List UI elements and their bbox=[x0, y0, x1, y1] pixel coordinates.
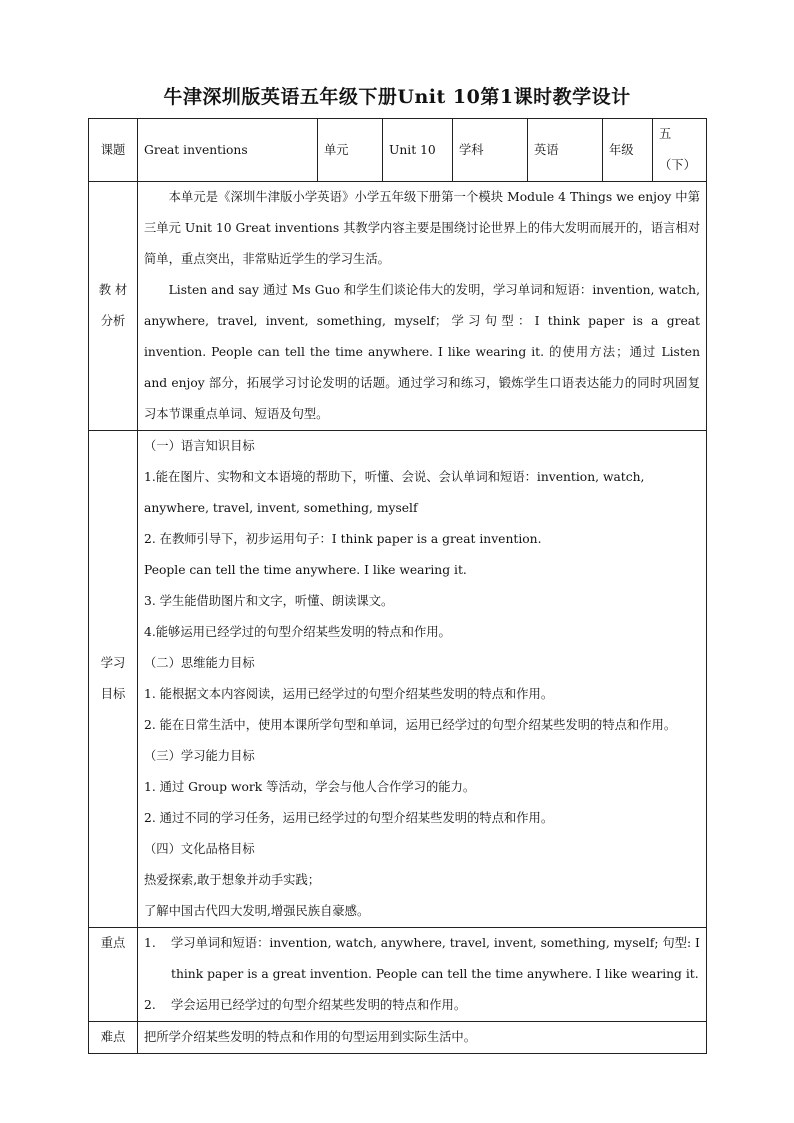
objective-line: 1. 能根据文本内容阅读，运用已经学过的句型介绍某些发明的特点和作用。 bbox=[144, 687, 554, 701]
objective-line: 3. 学生能借助图片和文字，听懂、朗读课文。 bbox=[144, 594, 394, 608]
analysis-content bbox=[138, 182, 707, 431]
difficulties-row bbox=[89, 1022, 707, 1054]
objective-line: 1. 通过 Group work 等活动，学会与他人合作学习的能力。 bbox=[144, 780, 476, 794]
unit-label: 单元 bbox=[318, 119, 383, 182]
topic-value: Great inventions bbox=[138, 119, 318, 182]
header-row bbox=[89, 119, 707, 182]
objective-line: People can tell the time anywhere. I like wearing it. bbox=[144, 563, 467, 577]
objective-line: （二）思维能力目标 bbox=[144, 656, 255, 670]
analysis-label: 教 材 分析 bbox=[89, 182, 138, 431]
key-point-item: 1. 学习单词和短语：invention, watch, anywhere, travel, invent, something, myself; 句型: I think paper is a great invention. People can tell the time anywhere. I like wearing it. bbox=[144, 936, 700, 981]
key-point-item: 2. 学会运用已经学过的句型介绍某些发明的特点和作用。 bbox=[144, 998, 467, 1012]
analysis-row bbox=[89, 182, 707, 431]
page-title: 牛津深圳版英语五年级下册Unit 10第1课时教学设计 bbox=[163, 86, 631, 108]
objective-line: （三）学习能力目标 bbox=[144, 749, 255, 763]
objective-line: 了解中国古代四大发明,增强民族自豪感。 bbox=[144, 904, 370, 918]
grade-label: 年级 bbox=[603, 119, 653, 182]
topic-label: 课题 bbox=[89, 119, 138, 182]
objective-line: 2. 能在日常生活中，使用本课所学句型和单词，运用已经学过的句型介绍某些发明的特点和作用。 bbox=[144, 718, 677, 732]
difficulties-label: 难点 bbox=[89, 1022, 138, 1054]
objective-line: （四）文化品格目标 bbox=[144, 842, 255, 856]
key-points-row bbox=[89, 928, 707, 1022]
objective-line: 2. 在教师引导下，初步运用句子：I think paper is a great invention. bbox=[144, 532, 542, 546]
key-points-content bbox=[138, 928, 707, 1022]
objective-line: 4.能够运用已经学过的句型介绍某些发明的特点和作用。 bbox=[144, 625, 451, 639]
analysis-paragraph-1: 本单元是《深圳牛津版小学英语》小学五年级下册第一个模块 Module 4 Things we enjoy 中第三单元 Unit 10 Great inventions 其教学内容主要是围绕讨论世界上的伟大发明而展开的，语言相对简单，重点突出，非常贴近学生的学习生活。 bbox=[144, 190, 700, 266]
objectives-label: 学习 目标 bbox=[89, 431, 138, 928]
unit-value: Unit 10 bbox=[383, 119, 453, 182]
objective-line: 1.能在图片、实物和文本语境的帮助下，听懂、会说、会认单词和短语：invention, watch, anywhere, travel, invent, something, myself bbox=[144, 470, 645, 515]
analysis-paragraph-2: Listen and say 通过 Ms Guo 和学生们谈论伟大的发明，学习单词和短语：invention, watch, anywhere, travel, invent, something, myself；学习句型：I think paper is a great invention. People can tell the time anywhere. I like wearing it. 的使用方法；通过 Listen and enjoy 部分，拓展学习讨论发明的话题。通过学习和练习，锻炼学生口语表达能力的同时巩固复习本节课重点单词、短语及句型。 bbox=[144, 283, 700, 421]
difficulties-content: 把所学介绍某些发明的特点和作用的句型运用到实际生活中。 bbox=[138, 1022, 707, 1054]
objective-line: 热爱探索,敢于想象并动手实践； bbox=[144, 873, 321, 887]
subject-value: 英语 bbox=[528, 119, 603, 182]
objectives-row bbox=[89, 431, 707, 928]
objective-line: （一）语言知识目标 bbox=[144, 439, 255, 453]
subject-label: 学科 bbox=[453, 119, 528, 182]
key-points-label: 重点 bbox=[89, 928, 138, 1022]
objective-line: 2. 通过不同的学习任务，运用已经学过的句型介绍某些发明的特点和作用。 bbox=[144, 811, 554, 825]
objectives-content bbox=[138, 431, 707, 928]
grade-value: 五（下） bbox=[653, 119, 707, 182]
lesson-plan-table bbox=[88, 118, 707, 1054]
